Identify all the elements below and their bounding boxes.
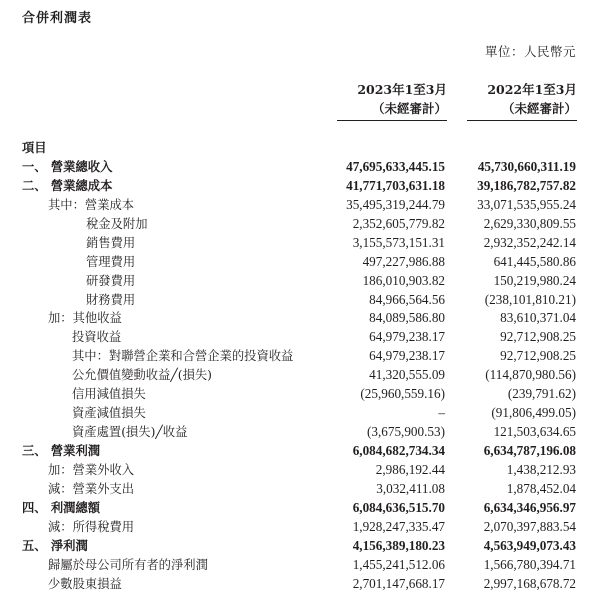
value-2022: 2,070,397,883.54	[483, 518, 576, 534]
table-row	[0, 404, 600, 423]
row-label: 四、 利潤總額	[22, 500, 101, 515]
table-row	[0, 385, 600, 404]
row-label: 其中：對聯營企業和合營企業的投資收益	[72, 349, 294, 364]
statement-title: 合併利潤表	[22, 11, 93, 26]
value-2022: 641,445,580.86	[493, 253, 576, 269]
value-2023: (25,960,559.16)	[360, 386, 445, 402]
value-2023: 1,455,241,512.06	[352, 556, 445, 572]
table-row	[0, 215, 600, 234]
table-row	[0, 480, 600, 499]
value-2022: 39,186,782,757.82	[477, 177, 576, 193]
value-2023: 3,032,411.08	[376, 480, 445, 496]
value-2023: 84,966,564.56	[369, 291, 445, 307]
value-2023: 47,695,633,445.15	[346, 158, 445, 174]
row-label: 項目	[22, 141, 47, 155]
value-2023: 6,084,636,515.70	[352, 499, 445, 515]
value-2022: 4,563,949,073.43	[483, 537, 576, 553]
value-2023: 2,701,147,668.17	[352, 575, 445, 591]
value-2022: 45,730,660,311.19	[477, 158, 576, 174]
row-label: 研發費用	[86, 273, 136, 288]
table-row	[0, 328, 600, 347]
table-row	[0, 537, 600, 556]
value-2022: 92,712,908.25	[500, 348, 576, 364]
row-label: 資產處置(損失)╱收益	[72, 425, 188, 440]
value-2023: 1,928,247,335.47	[352, 518, 445, 534]
table-row	[0, 234, 600, 253]
row-label: 財務費用	[86, 292, 136, 307]
value-2022: 1,878,452.04	[506, 480, 576, 496]
value-2023: 64,979,238.17	[369, 329, 445, 345]
row-label: 加：營業外收入	[48, 462, 135, 477]
value-2022: (91,806,499.05)	[491, 405, 576, 421]
table-row	[0, 518, 600, 537]
value-2022: (238,101,810.21)	[484, 291, 576, 307]
value-2023: 186,010,903.82	[362, 272, 445, 288]
unit-note: 單位：人民幣元	[484, 44, 576, 59]
row-label: 二、 營業總成本	[22, 178, 113, 193]
table-row	[0, 177, 600, 196]
table-row	[0, 347, 600, 366]
value-2023: 3,155,573,151.31	[352, 234, 445, 250]
row-label: 管理費用	[86, 254, 136, 269]
value-2023: 84,089,586.80	[369, 310, 445, 326]
table-row	[0, 291, 600, 310]
table-row	[0, 272, 600, 291]
value-2023: –	[438, 405, 445, 421]
row-label: 減：所得稅費用	[48, 519, 135, 534]
table-row	[0, 423, 600, 442]
income-statement-table	[0, 139, 600, 594]
column-note: （未經審計）	[501, 101, 577, 116]
table-row	[0, 309, 600, 328]
value-2023: 41,771,703,631.18	[346, 177, 445, 193]
value-2022: (239,791.62)	[507, 386, 576, 402]
value-2023: 6,084,682,734.34	[352, 443, 445, 458]
column-header-2023	[297, 80, 447, 118]
value-2023: 2,986,192.44	[375, 461, 445, 477]
value-2022: 6,634,787,196.08	[483, 443, 576, 458]
table-row	[0, 556, 600, 575]
value-2022: 1,566,780,394.71	[483, 556, 576, 572]
column-note: （未經審計）	[371, 101, 447, 116]
value-2023: 64,979,238.17	[369, 348, 445, 364]
table-row	[0, 196, 600, 215]
row-label: 資產減值損失	[72, 406, 146, 421]
row-label: 三、 營業利潤	[22, 444, 101, 458]
table-row	[0, 253, 600, 272]
row-label: 五、 淨利潤	[22, 538, 88, 553]
table-row	[0, 575, 600, 594]
column-header-2022	[427, 80, 577, 118]
row-label: 歸屬於母公司所有者的淨利潤	[48, 557, 208, 572]
value-2023: 41,320,555.09	[369, 367, 445, 383]
value-2022: 2,629,330,809.55	[483, 215, 576, 231]
value-2022: (114,870,980.56)	[485, 367, 576, 383]
row-label: 信用減值損失	[72, 387, 146, 402]
row-label: 其中：營業成本	[48, 197, 135, 212]
column-period: 2022年1至3月	[487, 82, 577, 97]
row-label: 減：營業外支出	[48, 481, 135, 496]
table-row	[0, 499, 600, 518]
value-2022: 121,503,634.65	[493, 424, 576, 440]
row-label: 加：其他收益	[48, 311, 122, 326]
value-2022: 2,997,168,678.72	[483, 575, 576, 591]
table-row	[0, 366, 600, 385]
header-underline-2023	[337, 120, 447, 121]
value-2022: 33,071,535,955.24	[477, 196, 576, 212]
row-label: 稅金及附加	[86, 216, 148, 231]
value-2023: 497,227,986.88	[362, 253, 445, 269]
value-2022: 2,932,352,242.14	[483, 234, 576, 250]
value-2022: 6,634,346,956.97	[483, 499, 576, 515]
value-2022: 1,438,212.93	[506, 461, 576, 477]
value-2022: 92,712,908.25	[500, 329, 576, 345]
value-2023: 35,495,319,244.79	[346, 196, 445, 212]
table-row	[0, 442, 600, 461]
row-label: 投資收益	[72, 330, 122, 345]
row-label: 一、 營業總收入	[22, 159, 113, 174]
table-row	[0, 139, 600, 158]
row-label: 少數股東損益	[48, 576, 122, 591]
value-2022: 150,219,980.24	[493, 272, 576, 288]
column-period: 2023年1至3月	[357, 82, 447, 97]
value-2022: 83,610,371.04	[500, 310, 576, 326]
value-2023: 2,352,605,779.82	[352, 215, 445, 231]
row-label: 銷售費用	[86, 235, 136, 250]
table-row	[0, 158, 600, 177]
table-row	[0, 461, 600, 480]
header-underline-2022	[467, 120, 577, 121]
row-label: 公允價值變動收益╱(損失)	[72, 368, 212, 383]
value-2023: (3,675,900.53)	[366, 424, 445, 440]
value-2023: 4,156,389,180.23	[352, 537, 445, 553]
